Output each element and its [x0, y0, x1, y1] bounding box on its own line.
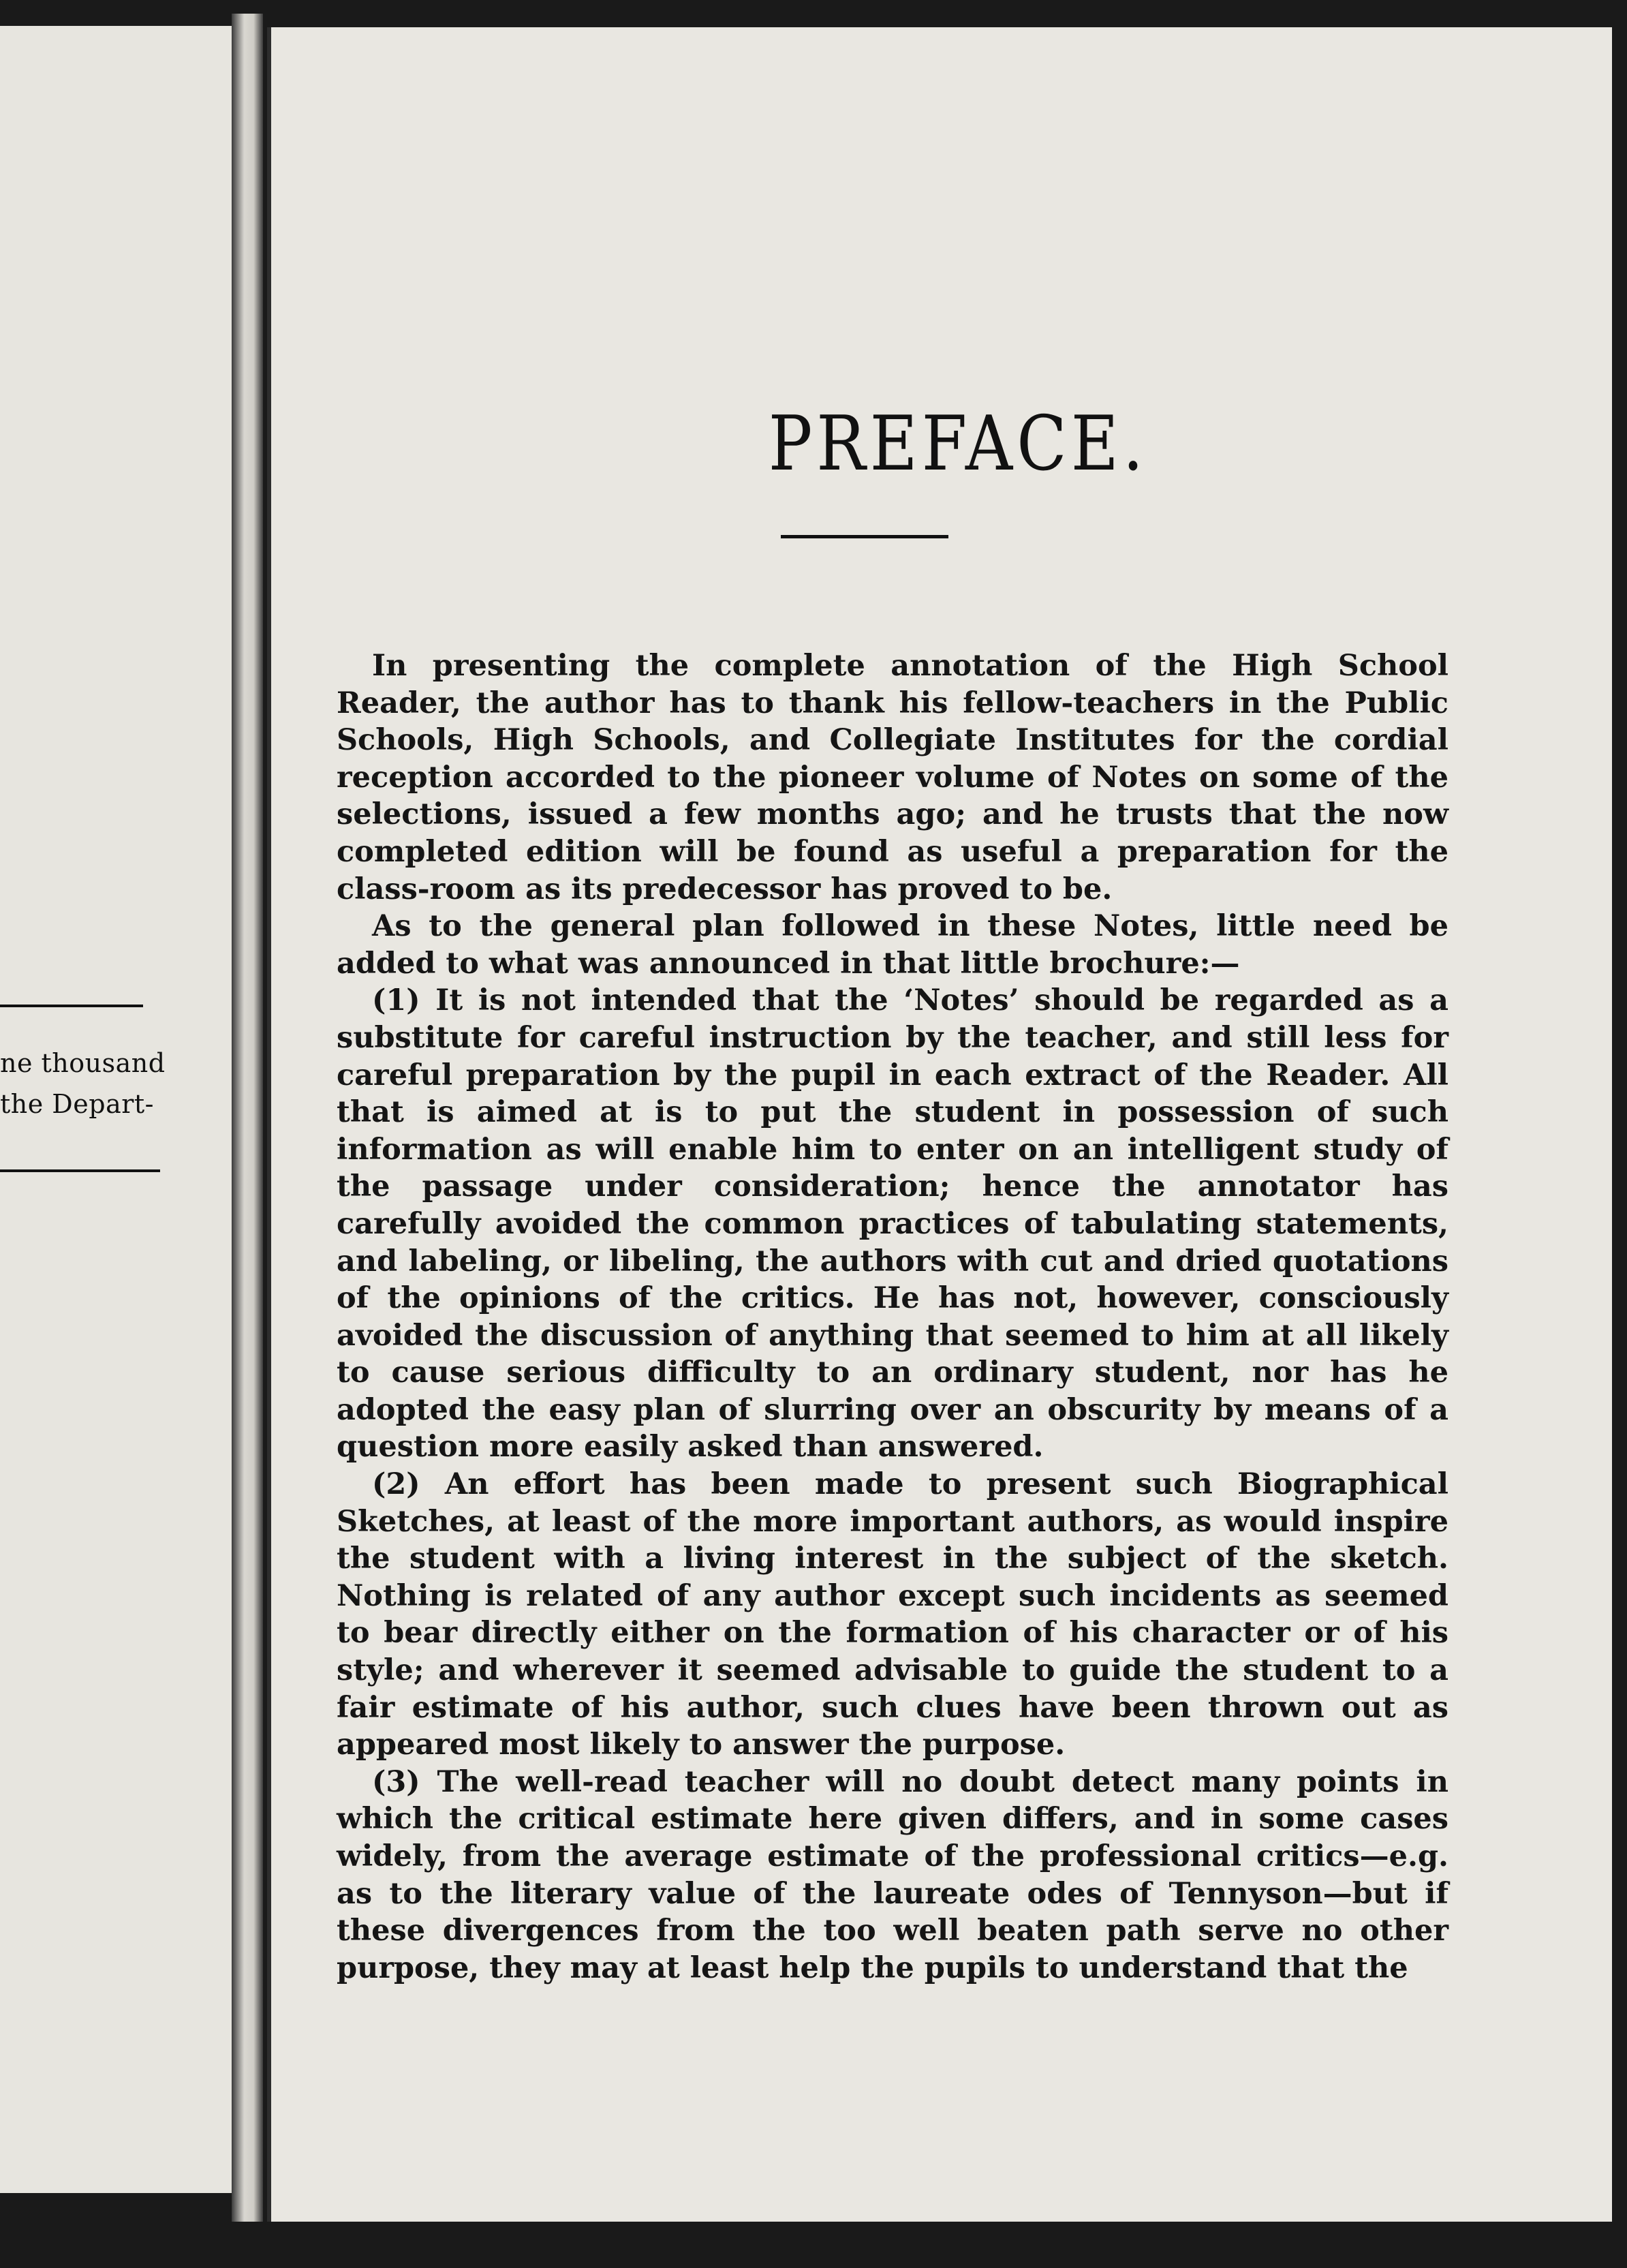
rule-bottom: [0, 1169, 160, 1172]
fragment-line-2: the Depart-: [0, 1089, 155, 1119]
title-rule: [781, 535, 948, 538]
page-title: PREFACE.: [768, 399, 1148, 488]
preface-body: [337, 647, 1448, 1987]
paragraph-5: (3) The well-read teacher will no doubt detect many points in which the critical estimate here given differs, and in some cases widely, from the average estimate of the professional critics—e.g. as to the literary value of the laureate odes of Tennyson—but if these divergences from the too well beaten path serve no other purpose, they may at least help the pupils to understand that the: [337, 1764, 1448, 1985]
paragraph-1: In presenting the complete annotation of the High School Reader, the author has to thank his fellow-teachers in the Public Schools, High Schools, and Collegiate Institutes for the cordial reception accorded to the pioneer volume of Notes on some of the selections, issued a few months ago; and he trusts that the now completed edition will be found as useful a preparation for the class-room as its predecessor has proved to be.: [337, 649, 1448, 906]
book-gutter: [232, 14, 263, 2222]
previous-page-fragment: [0, 26, 241, 2193]
paragraph-3: (1) It is not intended that the ‘Notes’ should be regarded as a substitute for careful instruction by the teacher, and still less for careful preparation by the pupil in each extract of the Reader. All that is aimed at is to put the student in possession of such information as will enable him to enter on an intelligent study of the passage under consideration; hence the annotator has carefully avoided the common practices of tabulating statements, and labeling, or libeling, the authors with cut and dried quotations of the opinions of the critics. He has not, however, consciously avoided the discussion of anything that seemed to him at all likely to cause serious difficulty to an ordinary student, nor has he adopted the easy plan of slurring over an obscurity by means of a question more easily asked than answered.: [337, 983, 1448, 1465]
preface-page: [267, 27, 1612, 2222]
paragraph-4: (2) An effort has been made to present such Biographical Sketches, at least of the more important authors, as would inspire the student with a living interest in the subject of the sketch. Nothing is related of any author except such incidents as seemed to bear directly either on the formation of his character or of his style; and wherever it seemed advisable to guide the student to a fair estimate of his author, such clues have been thrown out as appeared most likely to answer the purpose.: [337, 1467, 1448, 1762]
paragraph-2: As to the general plan followed in these Notes, little need be added to what was announced in that little brochure:—: [337, 909, 1448, 981]
fragment-line-1: ne thousand: [0, 1048, 166, 1078]
rule-top: [0, 1005, 143, 1007]
